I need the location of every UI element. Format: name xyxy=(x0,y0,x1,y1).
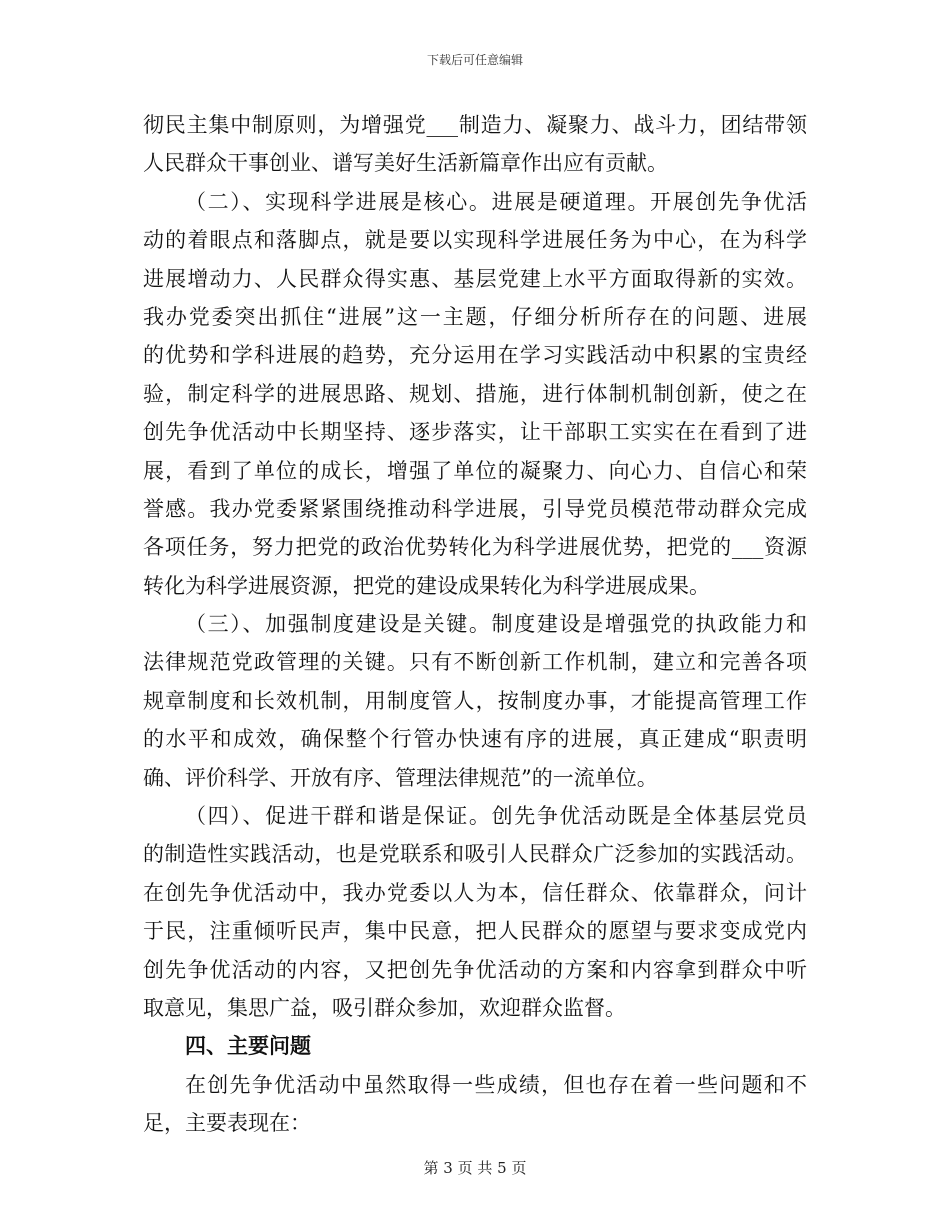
text-line: （四）、促进干群和谐是保证。创先争优活动既是全体基层党员 xyxy=(185,804,807,829)
page-number-footer: 第 3 页 共 5 页 xyxy=(423,1159,527,1177)
text-line: 的制造性实践活动，也是党联系和吸引人民群众广泛参加的实践活动。 xyxy=(143,842,807,867)
text-line: （二）、实现科学进展是核心。进展是硬道理。开展创先争优活 xyxy=(185,189,807,214)
text-line: 我办党委突出抓住“进展”这一主题，仔细分析所存在的问题、进展 xyxy=(143,304,807,329)
text-line: 展，看到了单位的成长，增强了单位的凝聚力、向心力、自信心和荣 xyxy=(143,458,807,483)
text-line: 的优势和学科进展的趋势，充分运用在学习实践活动中积累的宝贵经 xyxy=(143,343,807,368)
text-line: （三）、加强制度建设是关键。制度建设是增强党的执政能力和 xyxy=(185,612,807,637)
text-line: 足，主要表现在： xyxy=(143,1111,311,1136)
text-line: 规章制度和长效机制，用制度管人，按制度办事，才能提高管理工作 xyxy=(143,688,807,713)
text-line: 人民群众干事创业、谱写美好生活新篇章作出应有贡献。 xyxy=(143,151,668,176)
text-line: 取意见，集思广益，吸引群众参加，欢迎群众监督。 xyxy=(143,995,626,1020)
text-line: 在创先争优活动中虽然取得一些成绩，但也存在着一些问题和不 xyxy=(185,1072,807,1097)
text-line: 于民，注重倾听民声，集中民意，把人民群众的愿望与要求变成党内 xyxy=(143,919,807,944)
text-line: 确、评价科学、开放有序、管理法律规范”的一流单位。 xyxy=(143,765,658,790)
text-line: 创先争优活动中长期坚持、逐步落实，让干部职工实实在在看到了进 xyxy=(143,420,807,445)
page-header: 下载后可任意编辑 xyxy=(426,53,523,67)
text-line: 创先争优活动的内容，又把创先争优活动的方案和内容拿到群众中听 xyxy=(143,957,807,982)
text-line: 转化为科学进展资源，把党的建设成果转化为科学进展成果。 xyxy=(143,573,710,598)
text-line: 动的着眼点和落脚点，就是要以实现科学进展任务为中心，在为科学 xyxy=(143,228,807,253)
text-line: 进展增动力、人民群众得实惠、基层党建上水平方面取得新的实效。 xyxy=(143,266,807,291)
text-line: 验，制定科学的进展思路、规划、措施，进行体制机制创新，使之在 xyxy=(143,381,807,406)
document-body xyxy=(143,106,807,1143)
section-heading: 四、主要问题 xyxy=(185,1034,311,1059)
text-line: 的水平和成效，确保整个行管办快速有序的进展，真正建成“职责明 xyxy=(143,727,807,752)
text-line: 法律规范党政管理的关键。只有不断创新工作机制，建立和完善各项 xyxy=(143,650,807,675)
text-line: 彻民主集中制原则，为增强党___制造力、凝聚力、战斗力，团结带领 xyxy=(143,113,807,137)
text-line: 各项任务，努力把党的政治优势转化为科学进展优势，把党的___资源 xyxy=(143,535,807,560)
text-line: 在创先争优活动中，我办党委以人为本，信任群众、依靠群众，问计 xyxy=(143,880,807,905)
text-line: 誉感。我办党委紧紧围绕推动科学进展，引导党员模范带动群众完成 xyxy=(143,496,807,521)
